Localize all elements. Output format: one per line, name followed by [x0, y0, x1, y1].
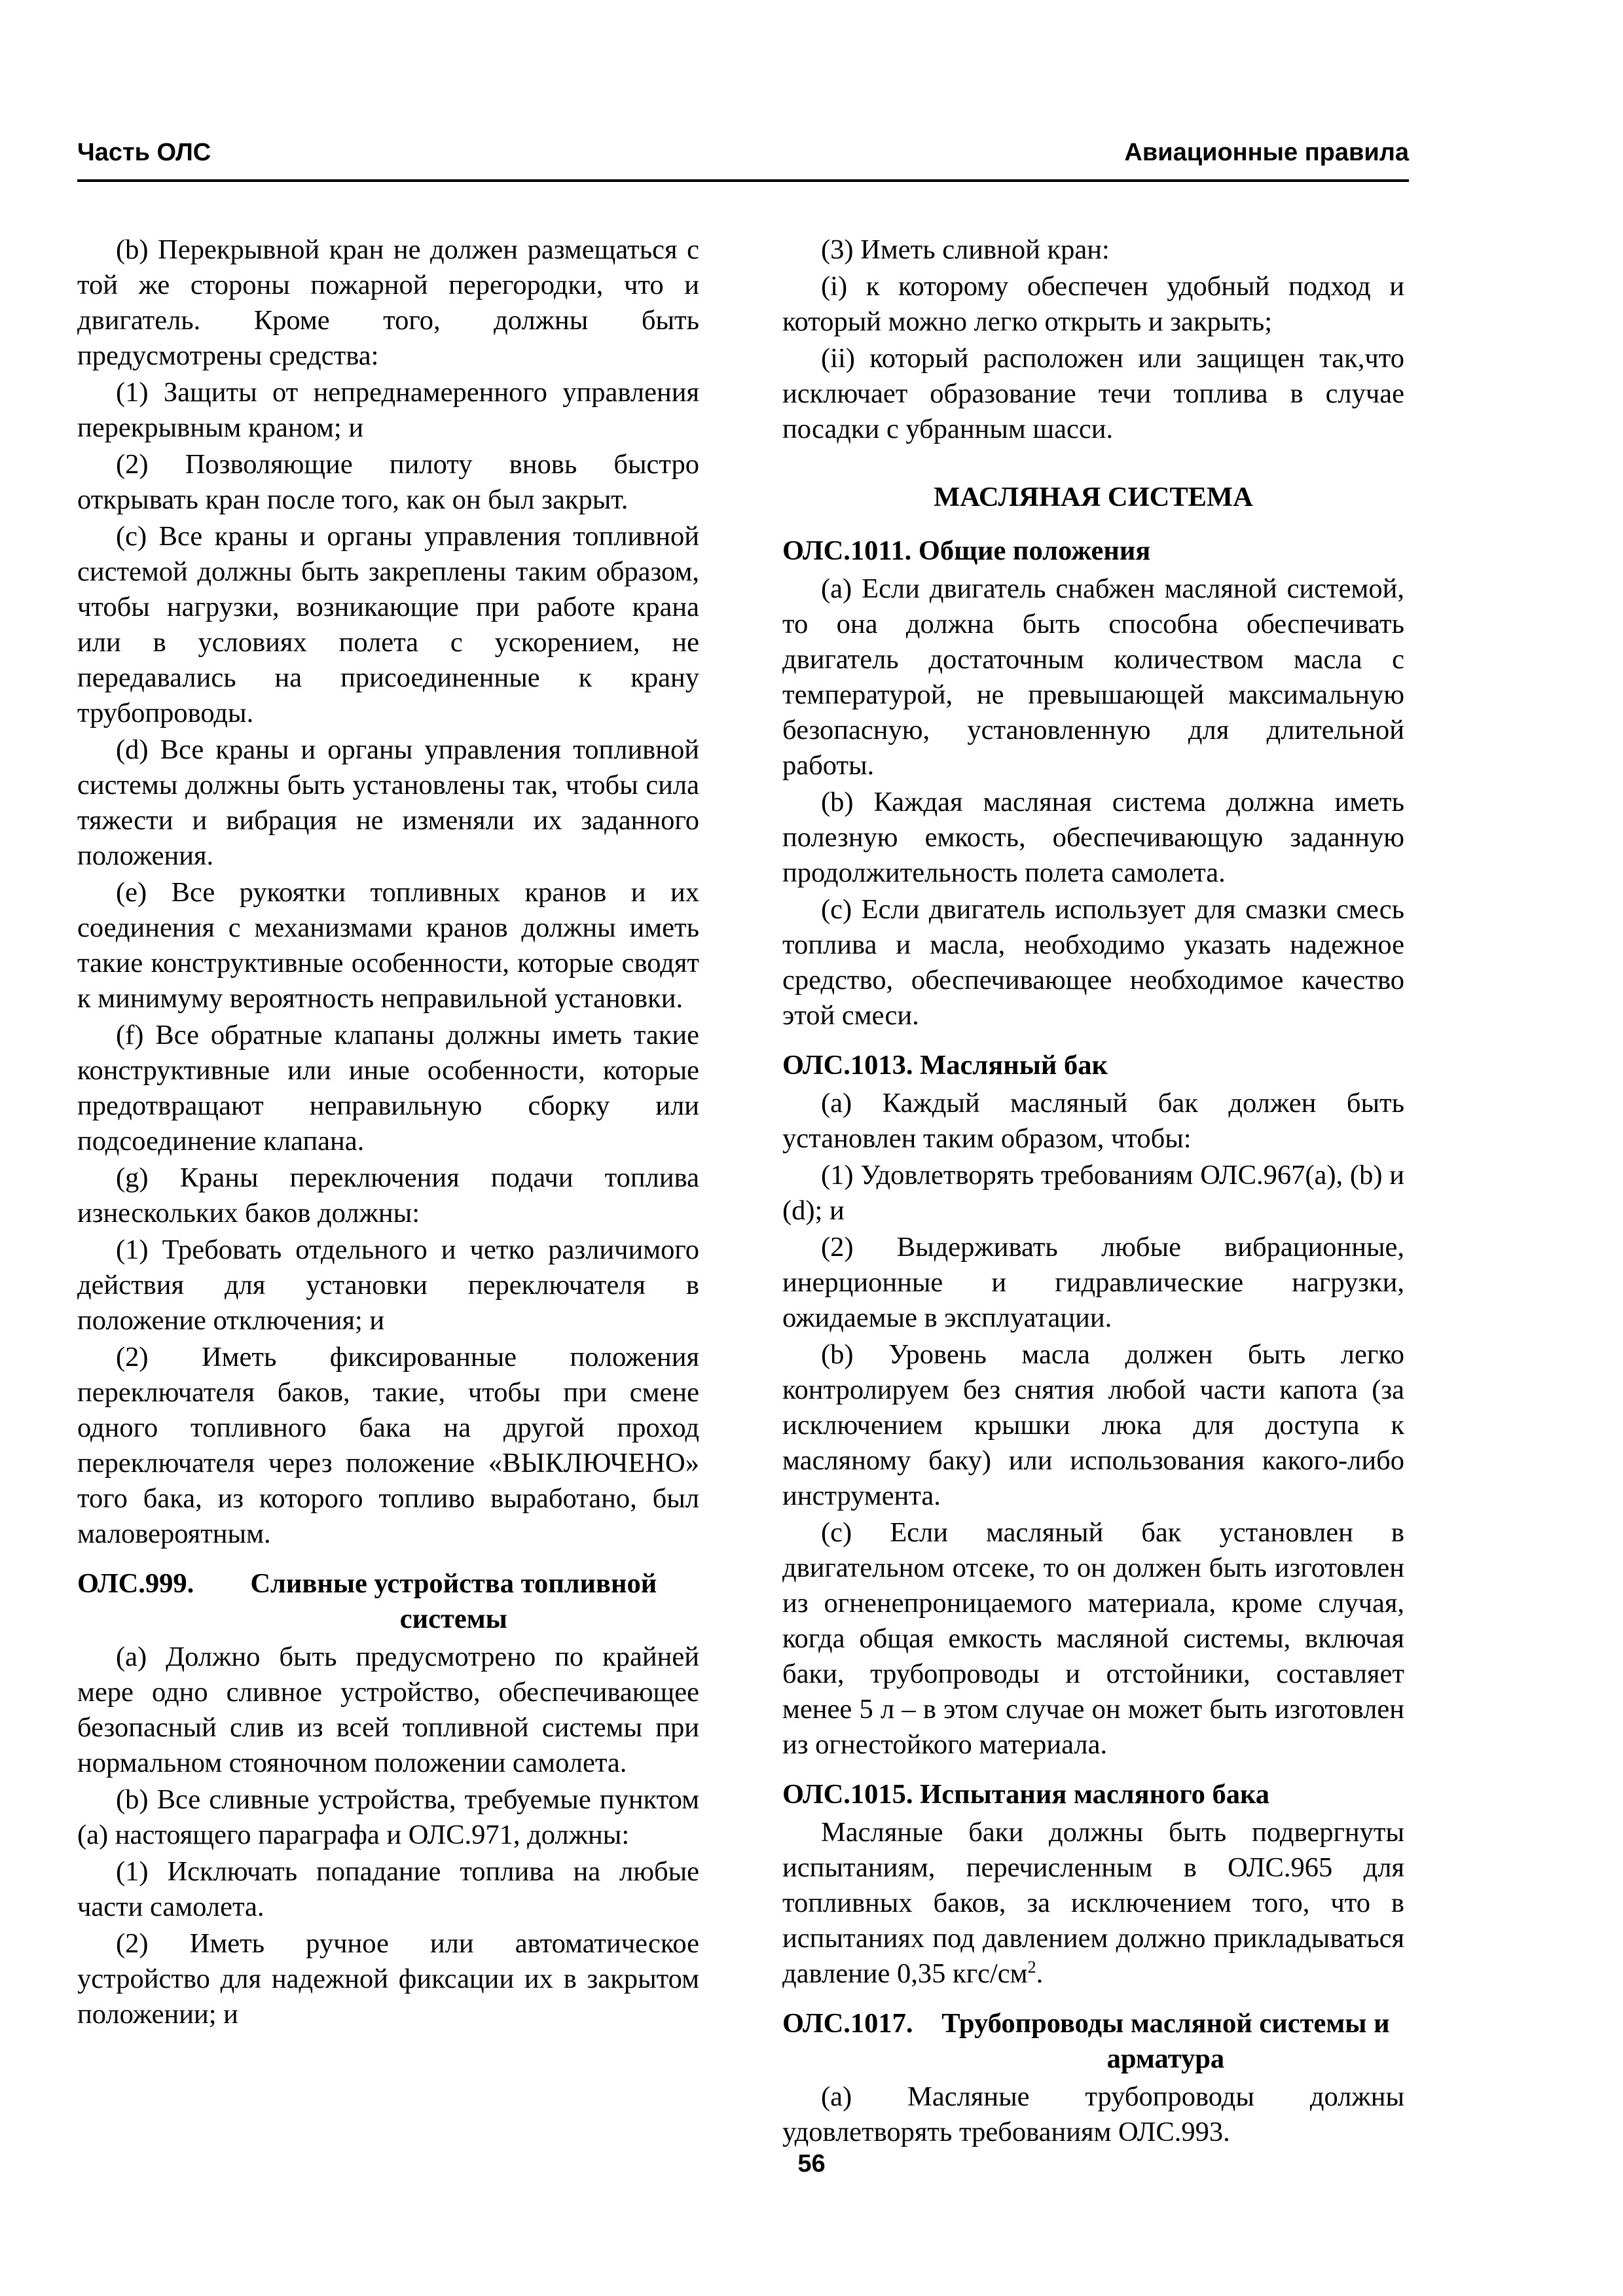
paragraph: (1) Требовать отдельного и четко различимого действия для установки переключателя в положение отключения; и: [77, 1234, 699, 1336]
paragraph: (d) Все краны и органы управления топливной системы должны быть установлены так, чтобы сила тяжести и вибрация не изменяли их заданного положения.: [77, 734, 699, 871]
section-title: Трубопроводы масляной системы и арматура: [941, 2008, 1390, 2074]
section-heading-1013: ОЛС.1013. Масляный бак: [782, 1050, 1108, 1081]
paragraph-end: .: [1036, 1958, 1044, 1989]
header-part-title: Часть ОЛС: [77, 139, 211, 166]
paragraph: (b) Уровень масла должен быть легко контролируем без снятия любой части капота (за исключением крышки люка для доступа к масляному баку) или использования какого-либо инструмента.: [782, 1339, 1404, 1511]
paragraph: (b) Перекрывной кран не должен размещаться с той же стороны пожарной перегородки, что и двигатель. Кроме того, должны быть предусмотрены средства:: [77, 234, 699, 371]
paragraph: (1) Удовлетворять требованиям ОЛС.967(a), (b) и (d); и: [782, 1160, 1404, 1226]
section-heading-999: [77, 1566, 699, 1637]
section-heading-1015: ОЛС.1015. Испытания масляного бака: [782, 1779, 1270, 1810]
paragraph: (f) Все обратные клапаны должны иметь такие конструктивные или иные особенности, которые предотвращают неправильную сборку или подсоединение клапана.: [77, 1020, 699, 1157]
paragraph: [782, 1815, 1404, 1992]
header-document-title: Авиационные правила: [1124, 139, 1409, 166]
paragraph: (3) Иметь сливной кран:: [821, 234, 1110, 265]
section-title: Сливные устройства топливной системы: [250, 1568, 657, 1634]
section-heading-1011: ОЛС.1011. Общие положения: [782, 535, 1151, 566]
superscript: 2: [1027, 1957, 1036, 1977]
paragraph-text: Масляные баки должны быть подвергнуты испытаниям, перечисленным в ОЛС.965 для топливных баков, за исключением того, что в испытаниях под давлением должно прикладываться давление 0,35 кгс/см: [782, 1817, 1404, 1989]
chapter-heading: МАСЛЯНАЯ СИСТЕМА: [934, 482, 1253, 512]
paragraph: (c) Если масляный бак установлен в двигательном отсеке, то он должен быть изготовлен из огненепроницаемого материала, кроме случая, когда общая емкость масляной системы, включая баки, трубопроводы и отстойники, составляет менее 5 л – в этом случае он может быть изготовлен из огнестойкого материала.: [782, 1517, 1404, 1760]
paragraph: (a) Каждый масляный бак должен быть установлен таким образом, чтобы:: [782, 1088, 1404, 1154]
paragraph: (e) Все рукоятки топливных кранов и их соединения с механизмами кранов должны иметь такие конструктивные особенности, которые сводят к минимуму вероятность неправильной установки.: [77, 877, 699, 1014]
paragraph: (2) Иметь фиксированные положения переключателя баков, такие, чтобы при смене одного топливного бака на другой проход переключателя через положение «ВЫКЛЮЧЕНО» того бака, из которого топливо выработано, был маловероятным.: [77, 1342, 699, 1549]
paragraph: (g) Краны переключения подачи топлива изнескольких баков должны:: [77, 1162, 699, 1229]
paragraph: (i) к которому обеспечен удобный подход и который можно легко открыть и закрыть;: [782, 271, 1404, 337]
paragraph: (c) Если двигатель использует для смазки смесь топлива и масла, необходимо указать надежное средство, обеспечивающее необходимое качество этой смеси.: [782, 894, 1404, 1031]
section-number: ОЛС.1017.: [782, 2008, 927, 2039]
paragraph: (b) Все сливные устройства, требуемые пунктом (a) настоящего параграфа и ОЛС.971, должны:: [77, 1784, 699, 1850]
section-heading-1017: [782, 2006, 1404, 2077]
page-number: 56: [797, 2150, 826, 2178]
paragraph: (1) Исключать попадание топлива на любые части самолета.: [77, 1856, 699, 1922]
running-header: [77, 136, 1409, 182]
paragraph: (a) Масляные трубопроводы должны удовлетворять требованиям ОЛС.993.: [782, 2081, 1404, 2147]
paragraph: (2) Иметь ручное или автоматическое устройство для надежной фиксации их в закрытом положении; и: [77, 1928, 699, 2030]
paragraph: (ii) который расположен или защищен так,что исключает образование течи топлива в случае посадки с убранным шасси.: [782, 343, 1404, 444]
section-number: ОЛС.999.: [77, 1568, 208, 1599]
paragraph: (1) Защиты от непреднамеренного управления перекрывным краном; и: [77, 377, 699, 443]
paragraph: (2) Выдерживать любые вибрационные, инерционные и гидравлические нагрузки, ожидаемые в эксплуатации.: [782, 1232, 1404, 1333]
paragraph: (c) Все краны и органы управления топливной системой должны быть закреплены таким образом, чтобы нагрузки, возникающие при работе крана или в условиях полета с ускорением, не передавались на присоединенные к крану трубопроводы.: [77, 521, 699, 728]
paragraph: (b) Каждая масляная система должна иметь полезную емкость, обеспечивающую заданную продолжительность полета самолета.: [782, 787, 1404, 888]
paragraph: (a) Если двигатель снабжен масляной системой, то она должна быть способна обеспечивать двигатель достаточным количеством масла с температурой, не превышающей максимальную безопасную, установленную для длительной работы.: [782, 573, 1404, 781]
left-column: [77, 232, 699, 2034]
right-column: [782, 232, 1404, 2151]
paragraph: (2) Позволяющие пилоту вновь быстро открывать кран после того, как он был закрыт.: [77, 449, 699, 515]
paragraph: (a) Должно быть предусмотрено по крайней мере одно сливное устройство, обеспечивающее безопасный слив из всей топливной системы при нормальном стояночном положении самолета.: [77, 1641, 699, 1778]
